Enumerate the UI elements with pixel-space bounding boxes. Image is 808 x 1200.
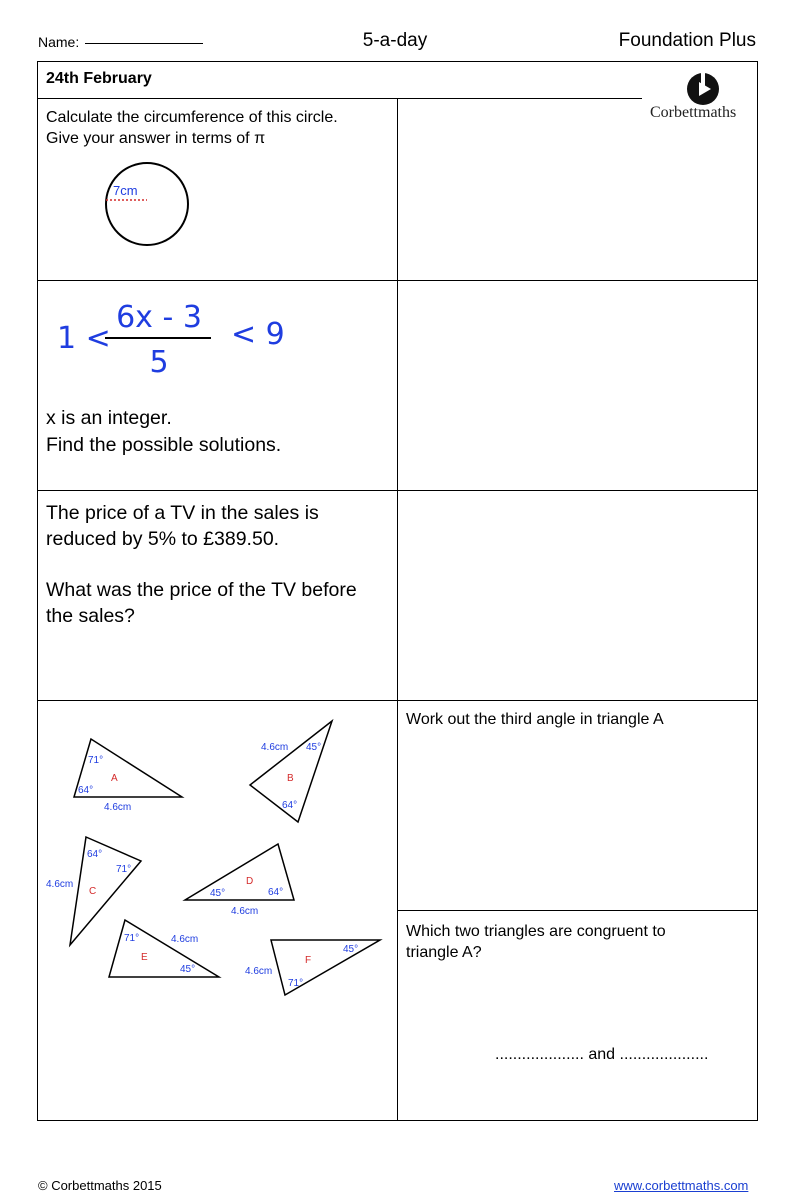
date-row-divider	[37, 98, 642, 99]
triangle-e	[109, 920, 219, 977]
triangle-e-angle-1: 71°	[124, 933, 140, 944]
copyright-text: © Corbettmaths 2015	[38, 1178, 162, 1193]
triangle-d-side: 4.6cm	[231, 906, 259, 917]
inequality-numerator: 6x - 3	[116, 300, 202, 335]
inequality-diagram	[55, 292, 285, 387]
triangle-b-angle-1: 45°	[306, 742, 322, 753]
triangle-f-label: F	[305, 955, 312, 966]
triangle-e-angle-2: 45°	[180, 964, 196, 975]
triangle-f-angle-2: 71°	[288, 978, 304, 989]
sheet-title: 5-a-day	[362, 30, 428, 51]
triangle-a	[74, 739, 182, 813]
answer-blanks[interactable]: .................... and ....................	[495, 1046, 709, 1063]
question-5	[406, 922, 751, 964]
triangles-diagram	[38, 701, 396, 1119]
triangle-a-label: A	[111, 773, 118, 784]
circle-diagram	[95, 160, 205, 260]
triangle-b-label: B	[287, 773, 294, 784]
logo-text: Corbettmaths	[650, 104, 737, 121]
q3-line-3: What was the price of the TV before	[46, 578, 357, 601]
triangle-d	[185, 844, 294, 917]
triangle-d-angle-2: 64°	[268, 887, 284, 898]
row-divider-4	[397, 910, 758, 911]
q1-line-1: Calculate the circumference of this circle.	[46, 109, 338, 126]
q2-line-1: x is an integer.	[46, 407, 172, 429]
triangle-f-angle-1: 45°	[343, 944, 359, 955]
q3-line-2: reduced by 5% to £389.50.	[46, 528, 280, 551]
triangle-e-label: E	[141, 952, 148, 963]
q3-line-1: The price of a TV in the sales is	[46, 502, 319, 524]
triangle-a-side: 4.6cm	[104, 802, 132, 813]
triangle-e-side: 4.6cm	[171, 934, 199, 945]
corbettmaths-logo-icon	[683, 70, 723, 106]
triangle-f-side: 4.6cm	[245, 966, 273, 977]
triangle-b	[250, 721, 332, 822]
q2-line-2: Find the possible solutions.	[46, 434, 282, 457]
q5-line-1: Which two triangles are congruent to	[406, 923, 666, 940]
circle-shape	[106, 163, 188, 245]
question-4: Work out the third angle in triangle A	[406, 711, 664, 728]
radius-label: 7cm	[113, 183, 138, 198]
triangle-a-angle-2: 64°	[78, 785, 94, 796]
triangle-f	[245, 940, 380, 995]
triangle-d-angle-1: 45°	[210, 888, 226, 899]
q1-line-2: Give your answer in terms of π	[46, 129, 266, 147]
triangle-d-label: D	[246, 876, 254, 887]
q5-line-2: triangle A?	[406, 943, 482, 961]
question-3	[46, 500, 391, 629]
q3-line-4: the sales?	[46, 604, 135, 627]
triangle-c-angle-1: 64°	[87, 849, 103, 860]
website-link[interactable]: www.corbettmaths.com	[614, 1178, 749, 1193]
column-divider	[397, 98, 398, 1121]
inequality-left: 1 <	[57, 321, 111, 356]
question-1	[46, 108, 391, 150]
name-label: Name:	[38, 34, 80, 50]
inequality-denominator: 5	[149, 345, 169, 380]
question-2	[46, 405, 391, 460]
triangle-b-side: 4.6cm	[261, 742, 289, 753]
level-title: Foundation Plus	[618, 30, 756, 51]
triangle-b-angle-2: 64°	[282, 800, 298, 811]
inequality-right: < 9	[231, 317, 285, 352]
date-label: 24th February	[46, 70, 152, 87]
triangle-c-side: 4.6cm	[46, 879, 74, 890]
triangle-c-angle-2: 71°	[116, 864, 132, 875]
triangle-c	[46, 837, 141, 945]
triangle-a-angle-1: 71°	[88, 755, 104, 766]
triangle-c-label: C	[89, 886, 97, 897]
